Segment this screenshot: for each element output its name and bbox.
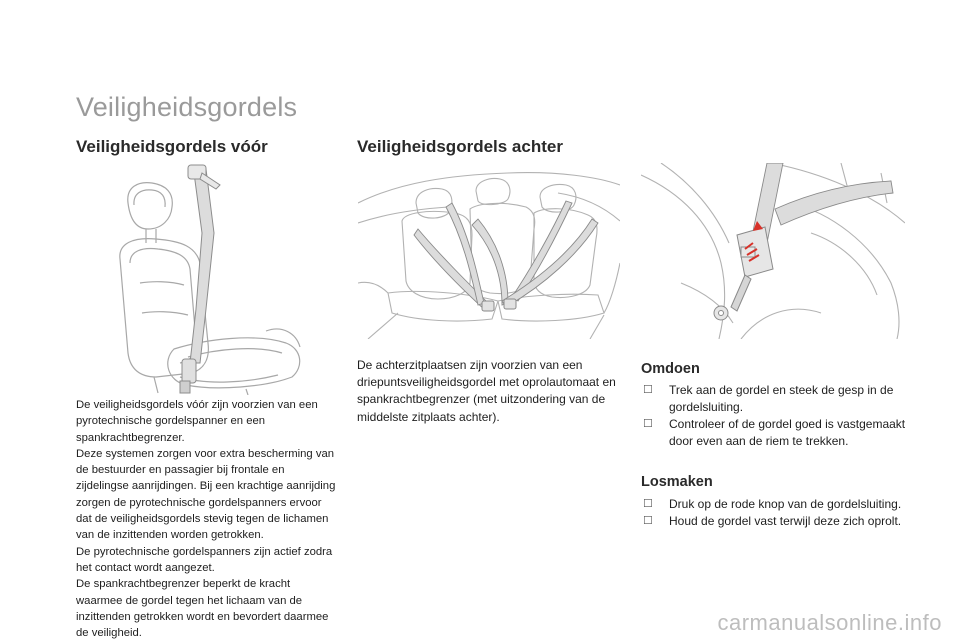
list-item xyxy=(641,513,909,530)
front-paragraph: De spankrachtbegrenzer beperkt de kracht waarmee de gordel tegen het lichaam van de inzittenden getrokken wordt en bevordert daarmee de veiligheid. xyxy=(76,578,329,640)
list-item xyxy=(641,496,909,513)
front-paragraph: De pyrotechnische gordelspanners zijn actief zodra het contact wordt aangezet. xyxy=(76,545,333,574)
watermark: carmanualsonline.info xyxy=(717,610,942,635)
buckle-illustration xyxy=(641,163,905,339)
rear-seats-illustration xyxy=(358,163,620,339)
list-item xyxy=(641,382,909,416)
checkbox-bullet-icon: ☐ xyxy=(643,498,653,510)
rear-description: De achterzitplaatsen zijn voorzien van een driepuntsveiligheidsgordel met oprolautomaat en spankrachtbegrenzer (met uitzondering van de middelste zitplaats achter). xyxy=(357,358,616,424)
list-item-text: Controleer of de gordel goed is vastgemaakt door even aan de riem te trekken. xyxy=(669,417,906,448)
list-item-text: Trek aan de gordel en steek de gesp in de gordelsluiting. xyxy=(669,383,894,414)
front-seat-illustration xyxy=(96,163,314,395)
unfasten-title: Losmaken xyxy=(641,474,713,490)
list-item xyxy=(641,416,909,450)
checkbox-bullet-icon: ☐ xyxy=(643,384,653,396)
checkbox-bullet-icon: ☐ xyxy=(643,418,653,430)
front-description xyxy=(76,397,338,641)
checkbox-bullet-icon: ☐ xyxy=(643,515,653,527)
unfasten-list xyxy=(641,496,909,530)
front-seat-drawing xyxy=(96,163,314,395)
rear-section-title: Veiligheidsgordels achter xyxy=(357,137,563,156)
list-item-text: Houd de gordel vast terwijl deze zich oprolt. xyxy=(669,514,902,528)
buckle-drawing xyxy=(641,163,905,339)
fasten-list xyxy=(641,382,909,450)
front-paragraph: De veiligheidsgordels vóór zijn voorzien van een pyrotechnische gordelspanner en een spankrachtbegrenzer. xyxy=(76,399,318,444)
page-title: Veiligheidsgordels xyxy=(76,92,298,122)
rear-seats-drawing xyxy=(358,163,620,339)
front-paragraph: Deze systemen zorgen voor extra bescherming van de bestuurder en passagier bij frontale en zijdelingse aanrijdingen. Bij een krachtige aanrijding zorgen de pyrotechnische gordelspanners ervoor dat de veiligheidsgordels stevig tegen de lichamen van de inzittenden worden getrokken. xyxy=(76,447,336,542)
front-section-title: Veiligheidsgordels vóór xyxy=(76,137,268,156)
list-item-text: Druk op de rode knop van de gordelsluiting. xyxy=(669,497,902,511)
fasten-title: Omdoen xyxy=(641,361,700,377)
